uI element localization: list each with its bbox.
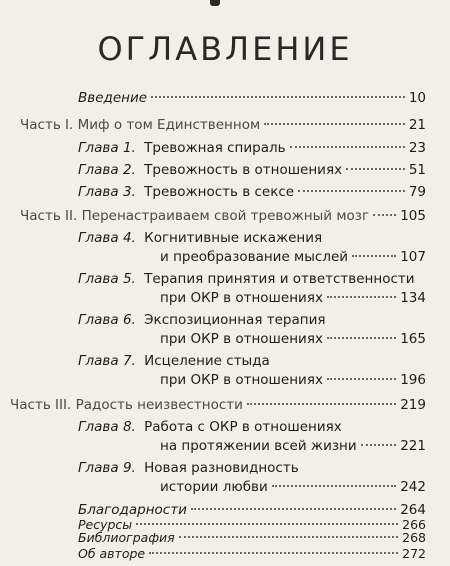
leader-dots [149, 552, 398, 554]
chapter-title-line1: Экспозиционная терапия [144, 312, 326, 328]
toc-entry-chapter-7-cont[interactable] [160, 370, 426, 390]
chapter-prefix: Глава 7. [78, 353, 136, 369]
page-number: 266 [402, 517, 426, 532]
chapter-title: Тревожность в сексе [144, 184, 295, 200]
toc-entry-chapter-9[interactable] [78, 458, 426, 478]
chapter-prefix: Глава 2. [78, 162, 136, 178]
leader-dots [191, 508, 396, 510]
page-number: 21 [408, 117, 426, 133]
entry-title: Библиография [78, 530, 175, 545]
leader-dots [264, 123, 405, 125]
toc-entry-chapter-9-cont[interactable] [160, 477, 426, 497]
chapter-title-line1: Когнитивные искажения [144, 230, 323, 246]
page-number: 107 [400, 249, 426, 265]
page-number: 196 [400, 372, 426, 388]
page-number: 221 [400, 438, 426, 454]
toc-entry-chapter-5-cont[interactable] [160, 288, 426, 308]
chapter-title-line1: Терапия принятия и ответственности [144, 271, 415, 287]
toc-entry-chapter-4[interactable] [78, 228, 426, 248]
page-number: 272 [402, 546, 426, 561]
toc-entry-chapter-7[interactable] [78, 351, 426, 371]
chapter-prefix: Глава 1. [78, 140, 136, 156]
chapter-title-line2: при ОКР в отношениях [160, 290, 323, 306]
chapter-prefix: Глава 3. [78, 184, 136, 200]
toc-entry-bibliography[interactable] [78, 531, 426, 545]
page-number: 165 [400, 331, 426, 347]
toc-entry-chapter-5[interactable] [78, 269, 438, 289]
chapter-title-line2: и преобразование мыслей [160, 249, 349, 265]
toc-entry-chapter-8[interactable] [78, 417, 426, 437]
toc-entry-chapter-6[interactable] [78, 310, 426, 330]
part-prefix: Часть II. [20, 208, 78, 224]
chapter-prefix: Глава 4. [78, 230, 136, 246]
toc-title: ОГЛАВЛЕНИЕ [97, 30, 353, 68]
leader-dots [136, 523, 398, 525]
entry-title: Ресурсы [78, 517, 133, 532]
entry-title: Об авторе [78, 546, 146, 561]
leader-dots [290, 146, 405, 148]
part-prefix: Часть I. [20, 117, 74, 133]
leader-dots [361, 444, 397, 446]
part-title: Миф о том Единственном [77, 117, 261, 133]
page-number: 10 [408, 90, 426, 106]
toc-entry-part-3[interactable] [10, 395, 426, 415]
page-number: 105 [400, 208, 426, 224]
chapter-title-line2: при ОКР в отношениях [160, 372, 323, 388]
toc-entry-part-2[interactable] [20, 206, 426, 226]
toc-entry-part-1[interactable] [20, 115, 426, 135]
leader-dots [346, 168, 405, 170]
leader-dots [373, 214, 396, 216]
entry-title: Благодарности [78, 502, 187, 518]
chapter-title-line2: истории любви [160, 479, 268, 495]
page-number: 51 [408, 162, 426, 178]
part-title: Радость неизвестности [75, 397, 243, 413]
leader-dots [327, 378, 396, 380]
leader-dots [272, 485, 396, 487]
leader-dots [151, 96, 405, 98]
chapter-prefix: Глава 8. [78, 419, 136, 435]
toc-entry-intro[interactable] [78, 88, 426, 108]
leader-dots [247, 403, 396, 405]
leader-dots [327, 337, 396, 339]
chapter-prefix: Глава 9. [78, 460, 136, 476]
chapter-title-line2: при ОКР в отношениях [160, 331, 323, 347]
chapter-title-line1: Работа с ОКР в отношениях [144, 419, 342, 435]
leader-dots [298, 190, 405, 192]
page-number: 268 [402, 530, 426, 545]
toc-entry-chapter-8-cont[interactable] [160, 436, 426, 456]
chapter-title-line2: на протяжении всей жизни [160, 438, 357, 454]
chapter-title: Тревожность в отношениях [144, 162, 343, 178]
page-number: 23 [408, 140, 426, 156]
page-number: 264 [400, 502, 426, 518]
toc-entry-chapter-3[interactable] [78, 182, 426, 202]
toc-entry-chapter-6-cont[interactable] [160, 329, 426, 349]
page-marker [210, 0, 220, 6]
leader-dots [352, 255, 396, 257]
toc-entry-chapter-2[interactable] [78, 160, 426, 180]
page-number: 219 [400, 397, 426, 413]
part-prefix: Часть III. [10, 397, 72, 413]
part-title: Перенастраиваем свой тревожный мозг [81, 208, 370, 224]
page-number: 79 [408, 184, 426, 200]
chapter-title-line1: Исцеление стыда [144, 353, 270, 369]
page-number: 242 [400, 479, 426, 495]
entry-title: Введение [78, 90, 148, 106]
page-number: 134 [400, 290, 426, 306]
chapter-title: Тревожная спираль [144, 140, 286, 156]
chapter-title-line1: Новая разновидность [144, 460, 299, 476]
toc-entry-chapter-1[interactable] [78, 138, 426, 158]
chapter-prefix: Глава 6. [78, 312, 136, 328]
chapter-prefix: Глава 5. [78, 271, 136, 287]
toc-entry-about-author[interactable] [78, 546, 426, 566]
toc-entry-chapter-4-cont[interactable] [160, 247, 426, 267]
leader-dots [327, 296, 396, 298]
leader-dots [179, 536, 398, 538]
